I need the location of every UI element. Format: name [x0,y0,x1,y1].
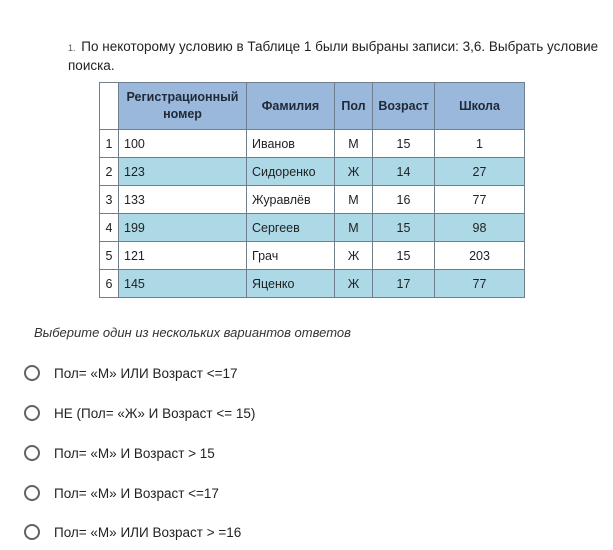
cell-reg: 123 [119,158,247,186]
radio-icon[interactable] [24,405,40,421]
question-number: 1. [68,43,76,53]
table-header-row [100,83,525,130]
header-school: Школа [435,83,525,130]
cell-age: 15 [373,242,435,270]
row-index: 6 [100,270,119,298]
row-index: 5 [100,242,119,270]
answer-option-label[interactable]: НЕ (Пол= «Ж» И Возраст <= 15) [54,405,256,421]
header-sex: Пол [335,83,373,130]
answer-option-5[interactable] [24,521,241,543]
table-row [100,242,525,270]
cell-sex: Ж [335,158,373,186]
cell-age: 17 [373,270,435,298]
answer-option-2[interactable] [24,402,255,424]
cell-fam: Сергеев [247,214,335,242]
cell-school: 27 [435,158,525,186]
radio-icon[interactable] [24,524,40,540]
row-index: 1 [100,130,119,158]
row-index: 3 [100,186,119,214]
cell-fam: Яценко [247,270,335,298]
cell-fam: Журавлёв [247,186,335,214]
records-table-wrapper [99,82,525,298]
cell-fam: Иванов [247,130,335,158]
cell-sex: Ж [335,242,373,270]
cell-sex: М [335,214,373,242]
cell-sex: Ж [335,270,373,298]
table-row [100,214,525,242]
cell-sex: М [335,186,373,214]
cell-reg: 121 [119,242,247,270]
answer-option-3[interactable] [24,442,215,464]
cell-reg: 133 [119,186,247,214]
cell-school: 98 [435,214,525,242]
answer-option-label[interactable]: Пол= «М» И Возраст > 15 [54,445,215,461]
radio-icon[interactable] [24,445,40,461]
cell-fam: Сидоренко [247,158,335,186]
header-age: Возраст [373,83,435,130]
cell-sex: М [335,130,373,158]
answer-option-label[interactable]: Пол= «М» ИЛИ Возраст > =16 [54,524,242,540]
answer-option-4[interactable] [24,482,219,504]
table-row [100,158,525,186]
cell-school: 203 [435,242,525,270]
cell-school: 1 [435,130,525,158]
answer-option-1[interactable] [24,362,238,384]
answer-option-label[interactable]: Пол= «М» ИЛИ Возраст <=17 [54,365,238,381]
cell-age: 15 [373,130,435,158]
header-fam: Фамилия [247,83,335,130]
cell-reg: 145 [119,270,247,298]
radio-icon[interactable] [24,485,40,501]
row-index: 4 [100,214,119,242]
header-reg: Регистрационный номер [119,83,247,130]
header-index [100,83,119,130]
cell-reg: 199 [119,214,247,242]
cell-reg: 100 [119,130,247,158]
records-table [99,82,525,298]
question-text [68,38,608,75]
table-row [100,186,525,214]
table-row [100,270,525,298]
cell-age: 16 [373,186,435,214]
cell-school: 77 [435,270,525,298]
question-body: По некоторому условию в Таблице 1 были выбраны записи: 3,6. Выбрать условие поиска. [68,39,599,73]
radio-icon[interactable] [24,365,40,381]
row-index: 2 [100,158,119,186]
cell-age: 14 [373,158,435,186]
cell-age: 15 [373,214,435,242]
cell-school: 77 [435,186,525,214]
cell-fam: Грач [247,242,335,270]
answer-option-label[interactable]: Пол= «М» И Возраст <=17 [54,485,219,501]
answer-hint: Выберите один из нескольких вариантов ответов [34,325,351,340]
table-row [100,130,525,158]
